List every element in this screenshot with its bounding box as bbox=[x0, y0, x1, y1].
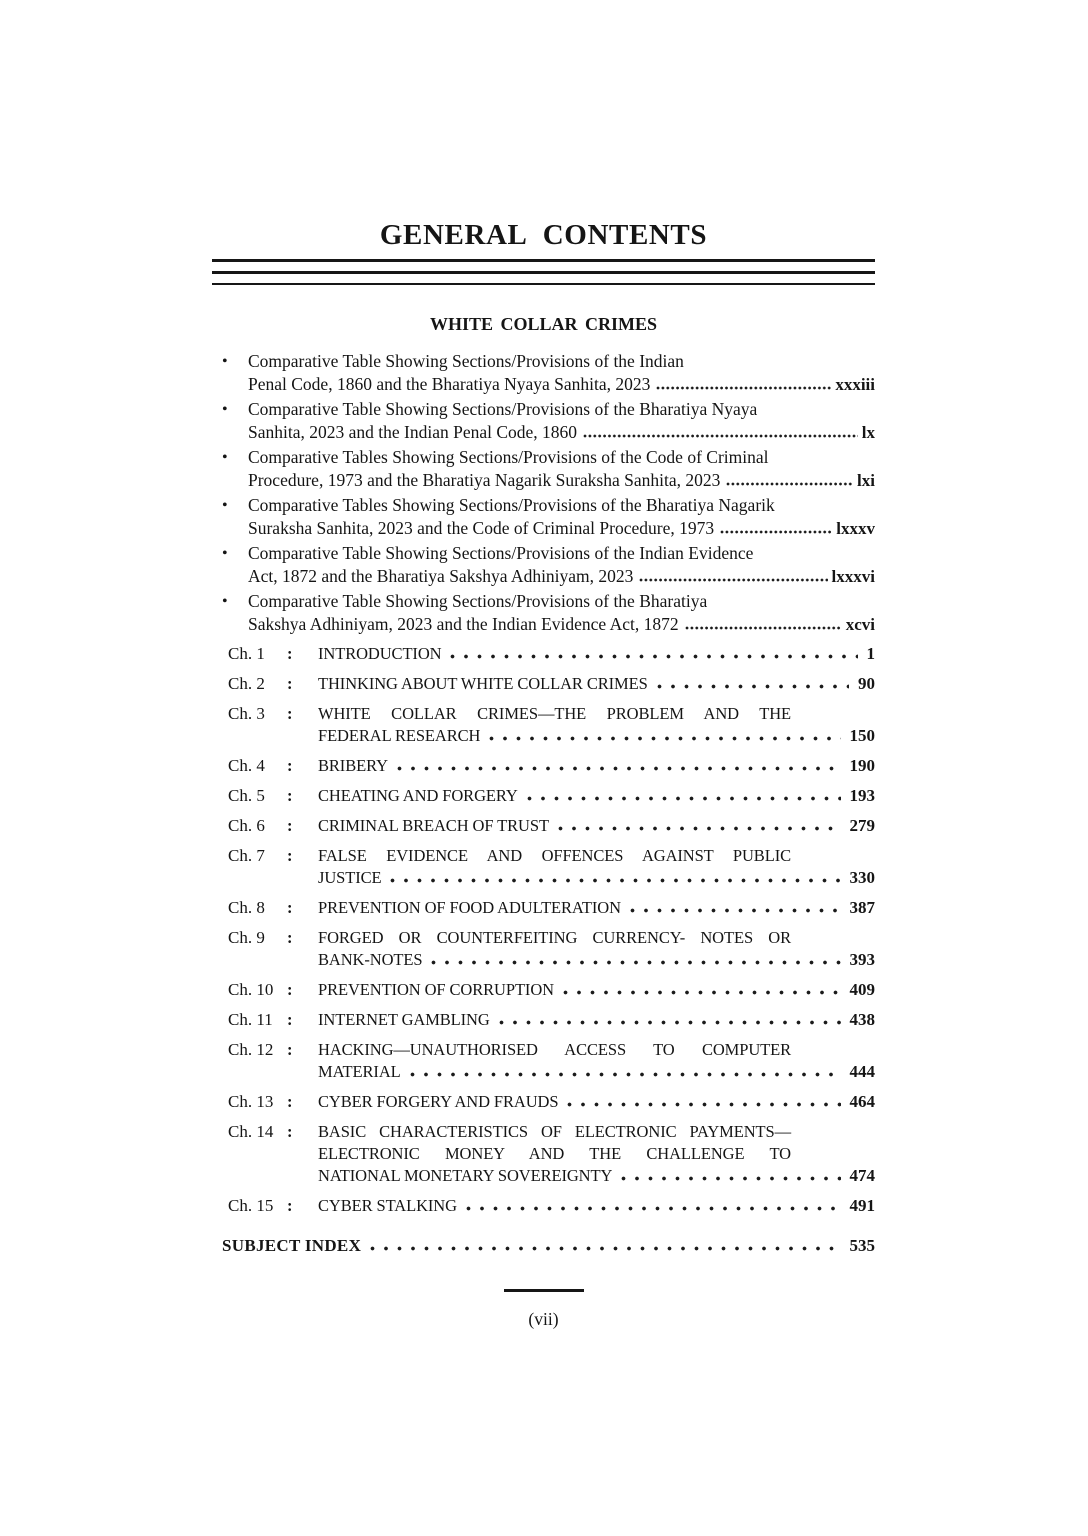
dot-leader bbox=[527, 796, 841, 801]
horizontal-rule bbox=[212, 283, 875, 285]
chapter-title: FEDERAL RESEARCH bbox=[318, 726, 481, 745]
chapter-entry bbox=[228, 785, 875, 807]
front-matter-entry bbox=[222, 446, 875, 492]
chapter-label: Ch. 5 bbox=[228, 786, 265, 805]
bullet-icon: • bbox=[222, 545, 228, 562]
dot-leader bbox=[563, 990, 841, 995]
horizontal-rule bbox=[212, 259, 875, 262]
page-number: 474 bbox=[849, 1166, 875, 1185]
chapter-label: Ch. 1 bbox=[228, 644, 265, 663]
chapter-title-block bbox=[318, 927, 875, 971]
page-content bbox=[212, 0, 875, 1330]
chapter-entry bbox=[228, 1039, 875, 1083]
chapter-separator: : bbox=[287, 786, 293, 805]
front-matter-entry bbox=[222, 494, 875, 540]
entry-text-line-2: Suraksha Sanhita, 2023 and the Code of Criminal Procedure, 1973 bbox=[248, 518, 715, 538]
chapter-title-last-row bbox=[318, 1091, 875, 1113]
dot-leader bbox=[450, 654, 857, 659]
horizontal-rule bbox=[212, 271, 875, 274]
entry-text-line-1: Comparative Table Showing Sections/Provisions of the Bharatiya Nyaya bbox=[248, 399, 758, 419]
chapter-title-last-row bbox=[318, 725, 875, 747]
chapter-title-block bbox=[318, 673, 875, 695]
entry-text-line-2-row bbox=[248, 421, 875, 444]
entry-text-line-1: Comparative Tables Showing Sections/Provisions of the Bharatiya Nagarik bbox=[248, 495, 775, 515]
chapter-title-block bbox=[318, 1091, 875, 1113]
page-number: 190 bbox=[849, 756, 875, 775]
page-number: lxi bbox=[857, 471, 875, 490]
chapter-separator: : bbox=[287, 1010, 293, 1029]
chapter-title-block bbox=[318, 1195, 875, 1217]
chapter-title-last-row bbox=[318, 673, 875, 695]
entry-text-line-1: Comparative Table Showing Sections/Provisions of the Indian Evidence bbox=[248, 543, 754, 563]
chapter-title-line: HACKING—UNAUTHORISED ACCESS TO COMPUTER bbox=[318, 1040, 791, 1059]
page-title: GENERAL CONTENTS bbox=[379, 219, 708, 251]
entry-text-line-2-row bbox=[248, 517, 875, 540]
entry-text-line-2-row bbox=[248, 613, 875, 636]
dot-leader bbox=[720, 530, 832, 534]
chapter-label: Ch. 3 bbox=[228, 704, 265, 723]
page-number: 90 bbox=[858, 674, 875, 693]
page-number: 464 bbox=[849, 1092, 875, 1111]
chapter-title-last-row bbox=[318, 1165, 875, 1187]
page-number: 330 bbox=[849, 868, 875, 887]
chapter-entry bbox=[228, 1091, 875, 1113]
title-rules bbox=[212, 259, 875, 285]
chapter-separator: : bbox=[287, 928, 293, 947]
chapter-title-block bbox=[318, 755, 875, 777]
chapter-label: Ch. 10 bbox=[228, 980, 274, 999]
chapter-entry bbox=[228, 897, 875, 919]
chapter-label: Ch. 9 bbox=[228, 928, 265, 947]
entry-body bbox=[248, 398, 875, 444]
chapter-title-last-row bbox=[318, 815, 875, 837]
chapter-label: Ch. 2 bbox=[228, 674, 265, 693]
entry-text-line-2-row bbox=[248, 373, 875, 396]
chapter-title: MATERIAL bbox=[318, 1062, 401, 1081]
entry-text-line-2: Sanhita, 2023 and the Indian Penal Code, 1860 bbox=[248, 422, 578, 442]
entry-text-line-2: Sakshya Adhiniyam, 2023 and the Indian Evidence Act, 1872 bbox=[248, 614, 679, 634]
chapter-entry bbox=[228, 845, 875, 889]
dot-leader bbox=[656, 386, 831, 390]
chapter-separator: : bbox=[287, 1196, 293, 1215]
chapter-title: PREVENTION OF CORRUPTION bbox=[318, 980, 554, 999]
entry-text-line-2-row bbox=[248, 565, 875, 588]
chapter-label: Ch. 14 bbox=[228, 1122, 274, 1141]
front-matter-list bbox=[212, 350, 875, 636]
chapter-label: Ch. 13 bbox=[228, 1092, 274, 1111]
chapter-label: Ch. 4 bbox=[228, 756, 265, 775]
page-number: xcvi bbox=[845, 615, 875, 634]
chapter-entry bbox=[228, 673, 875, 695]
folio-page-number: (vii) bbox=[528, 1308, 559, 1329]
chapter-title: PREVENTION OF FOOD ADULTERATION bbox=[318, 898, 621, 917]
chapter-title: CHEATING AND FORGERY bbox=[318, 786, 518, 805]
chapter-title-block bbox=[318, 897, 875, 919]
page-number: 535 bbox=[849, 1236, 875, 1255]
bullet-icon: • bbox=[222, 593, 228, 610]
dot-leader bbox=[410, 1072, 841, 1077]
chapter-title-last-row bbox=[318, 785, 875, 807]
dot-leader bbox=[726, 482, 853, 486]
dot-leader bbox=[621, 1176, 840, 1181]
dot-leader bbox=[685, 626, 842, 630]
chapter-title-line: WHITE COLLAR CRIMES—THE PROBLEM AND THE bbox=[318, 704, 791, 723]
page-number: 1 bbox=[866, 644, 875, 663]
dot-leader bbox=[390, 878, 840, 883]
chapter-separator: : bbox=[287, 756, 293, 775]
chapter-title-last-row bbox=[318, 949, 875, 971]
entry-body bbox=[248, 590, 875, 636]
chapter-separator: : bbox=[287, 898, 293, 917]
dot-leader bbox=[630, 908, 841, 913]
chapter-title: CYBER FORGERY AND FRAUDS bbox=[318, 1092, 559, 1111]
chapter-title-last-row bbox=[318, 1061, 875, 1083]
subject-index-label: SUBJECT INDEX bbox=[222, 1236, 362, 1255]
chapter-label: Ch. 15 bbox=[228, 1196, 274, 1215]
chapter-title-last-row bbox=[318, 1009, 875, 1031]
chapter-title-block bbox=[318, 1121, 875, 1187]
entry-text-line-2: Act, 1872 and the Bharatiya Sakshya Adhiniyam, 2023 bbox=[248, 566, 634, 586]
chapter-title: INTRODUCTION bbox=[318, 644, 442, 663]
dot-leader bbox=[583, 434, 858, 438]
page-number: 444 bbox=[849, 1062, 875, 1081]
chapter-title: JUSTICE bbox=[318, 868, 382, 887]
bullet-icon: • bbox=[222, 401, 228, 418]
chapter-title-last-row bbox=[318, 897, 875, 919]
chapter-separator: : bbox=[287, 980, 293, 999]
chapter-entry bbox=[228, 1195, 875, 1217]
dot-leader bbox=[499, 1020, 841, 1025]
chapter-entry bbox=[228, 1009, 875, 1031]
chapter-entry bbox=[228, 755, 875, 777]
entry-text-line-2: Procedure, 1973 and the Bharatiya Nagarik Suraksha Sanhita, 2023 bbox=[248, 470, 721, 490]
page-number: 491 bbox=[849, 1196, 875, 1215]
chapter-title-last-row bbox=[318, 867, 875, 889]
entry-body bbox=[248, 446, 875, 492]
chapter-label: Ch. 6 bbox=[228, 816, 265, 835]
chapter-title-block bbox=[318, 845, 875, 889]
chapter-separator: : bbox=[287, 1040, 293, 1059]
chapter-title-block bbox=[318, 643, 875, 665]
bullet-icon: • bbox=[222, 353, 228, 370]
chapter-title: CYBER STALKING bbox=[318, 1196, 457, 1215]
chapter-title: THINKING ABOUT WHITE COLLAR CRIMES bbox=[318, 674, 648, 693]
chapter-separator: : bbox=[287, 846, 293, 865]
page-number: 279 bbox=[849, 816, 875, 835]
dot-leader bbox=[370, 1246, 840, 1251]
chapter-title: NATIONAL MONETARY SOVEREIGNTY bbox=[318, 1166, 613, 1185]
entry-body bbox=[248, 542, 875, 588]
page-number: 150 bbox=[849, 726, 875, 745]
chapter-entry bbox=[228, 815, 875, 837]
entry-text-line-2-row bbox=[248, 469, 875, 492]
chapter-title-line: FORGED OR COUNTERFEITING CURRENCY- NOTES OR bbox=[318, 928, 791, 947]
chapter-entry bbox=[228, 1121, 875, 1187]
chapter-title-block bbox=[318, 703, 875, 747]
chapter-entry bbox=[228, 643, 875, 665]
chapter-separator: : bbox=[287, 816, 293, 835]
chapter-title-line: BASIC CHARACTERISTICS OF ELECTRONIC PAYMENTS— bbox=[318, 1122, 791, 1141]
chapter-title-block bbox=[318, 979, 875, 1001]
section-heading: WHITE COLLAR CRIMES bbox=[429, 314, 658, 334]
chapter-title: BRIBERY bbox=[318, 756, 388, 775]
entry-body bbox=[248, 350, 875, 396]
entry-text-line-1: Comparative Table Showing Sections/Provisions of the Bharatiya bbox=[248, 591, 708, 611]
chapter-title-block bbox=[318, 785, 875, 807]
chapter-title: CRIMINAL BREACH OF TRUST bbox=[318, 816, 549, 835]
chapter-label: Ch. 8 bbox=[228, 898, 265, 917]
end-rule bbox=[504, 1289, 584, 1292]
chapter-separator: : bbox=[287, 674, 293, 693]
dot-leader bbox=[567, 1102, 840, 1107]
chapter-entry bbox=[228, 927, 875, 971]
entry-text-line-1: Comparative Tables Showing Sections/Provisions of the Code of Criminal bbox=[248, 447, 769, 467]
dot-leader bbox=[466, 1206, 841, 1211]
subject-index-entry bbox=[222, 1235, 875, 1257]
dot-leader bbox=[489, 736, 840, 741]
dot-leader bbox=[657, 684, 849, 689]
chapter-title-last-row bbox=[318, 1195, 875, 1217]
page-number: 438 bbox=[849, 1010, 875, 1029]
chapter-title-last-row bbox=[318, 755, 875, 777]
chapter-title-last-row bbox=[318, 979, 875, 1001]
entry-text-line-2: Penal Code, 1860 and the Bharatiya Nyaya Sanhita, 2023 bbox=[248, 374, 651, 394]
page-number: lxxxvi bbox=[831, 567, 875, 586]
chapter-title-last-row bbox=[318, 643, 875, 665]
front-matter-entry bbox=[222, 590, 875, 636]
dot-leader bbox=[639, 578, 827, 582]
chapter-title-block bbox=[318, 1039, 875, 1083]
page-number: 409 bbox=[849, 980, 875, 999]
entry-text-line-1: Comparative Table Showing Sections/Provisions of the Indian bbox=[248, 351, 684, 371]
page-number: lx bbox=[861, 423, 875, 442]
chapter-separator: : bbox=[287, 704, 293, 723]
page-number: lxxxv bbox=[836, 519, 875, 538]
front-matter-entry bbox=[222, 542, 875, 588]
chapter-title: BANK-NOTES bbox=[318, 950, 423, 969]
chapter-separator: : bbox=[287, 1122, 293, 1141]
chapter-label: Ch. 12 bbox=[228, 1040, 274, 1059]
bullet-icon: • bbox=[222, 497, 228, 514]
entry-body bbox=[248, 494, 875, 540]
dot-leader bbox=[431, 960, 840, 965]
chapter-label: Ch. 7 bbox=[228, 846, 265, 865]
chapter-entry bbox=[228, 979, 875, 1001]
chapter-list bbox=[212, 643, 875, 1217]
chapter-title-line: FALSE EVIDENCE AND OFFENCES AGAINST PUBLIC bbox=[318, 846, 791, 865]
page-number: xxxiii bbox=[835, 375, 875, 394]
bullet-icon: • bbox=[222, 449, 228, 466]
chapter-label: Ch. 11 bbox=[228, 1010, 273, 1029]
front-matter-entry bbox=[222, 398, 875, 444]
chapter-title-line: ELECTRONIC MONEY AND THE CHALLENGE TO bbox=[318, 1144, 791, 1163]
chapter-separator: : bbox=[287, 644, 293, 663]
page-number: 393 bbox=[849, 950, 875, 969]
chapter-entry bbox=[228, 703, 875, 747]
dot-leader bbox=[558, 826, 841, 831]
page-number: 387 bbox=[849, 898, 875, 917]
chapter-title: INTERNET GAMBLING bbox=[318, 1010, 490, 1029]
page-number: 193 bbox=[849, 786, 875, 805]
chapter-title-block bbox=[318, 1009, 875, 1031]
chapter-separator: : bbox=[287, 1092, 293, 1111]
chapter-title-block bbox=[318, 815, 875, 837]
dot-leader bbox=[397, 766, 841, 771]
front-matter-entry bbox=[222, 350, 875, 396]
